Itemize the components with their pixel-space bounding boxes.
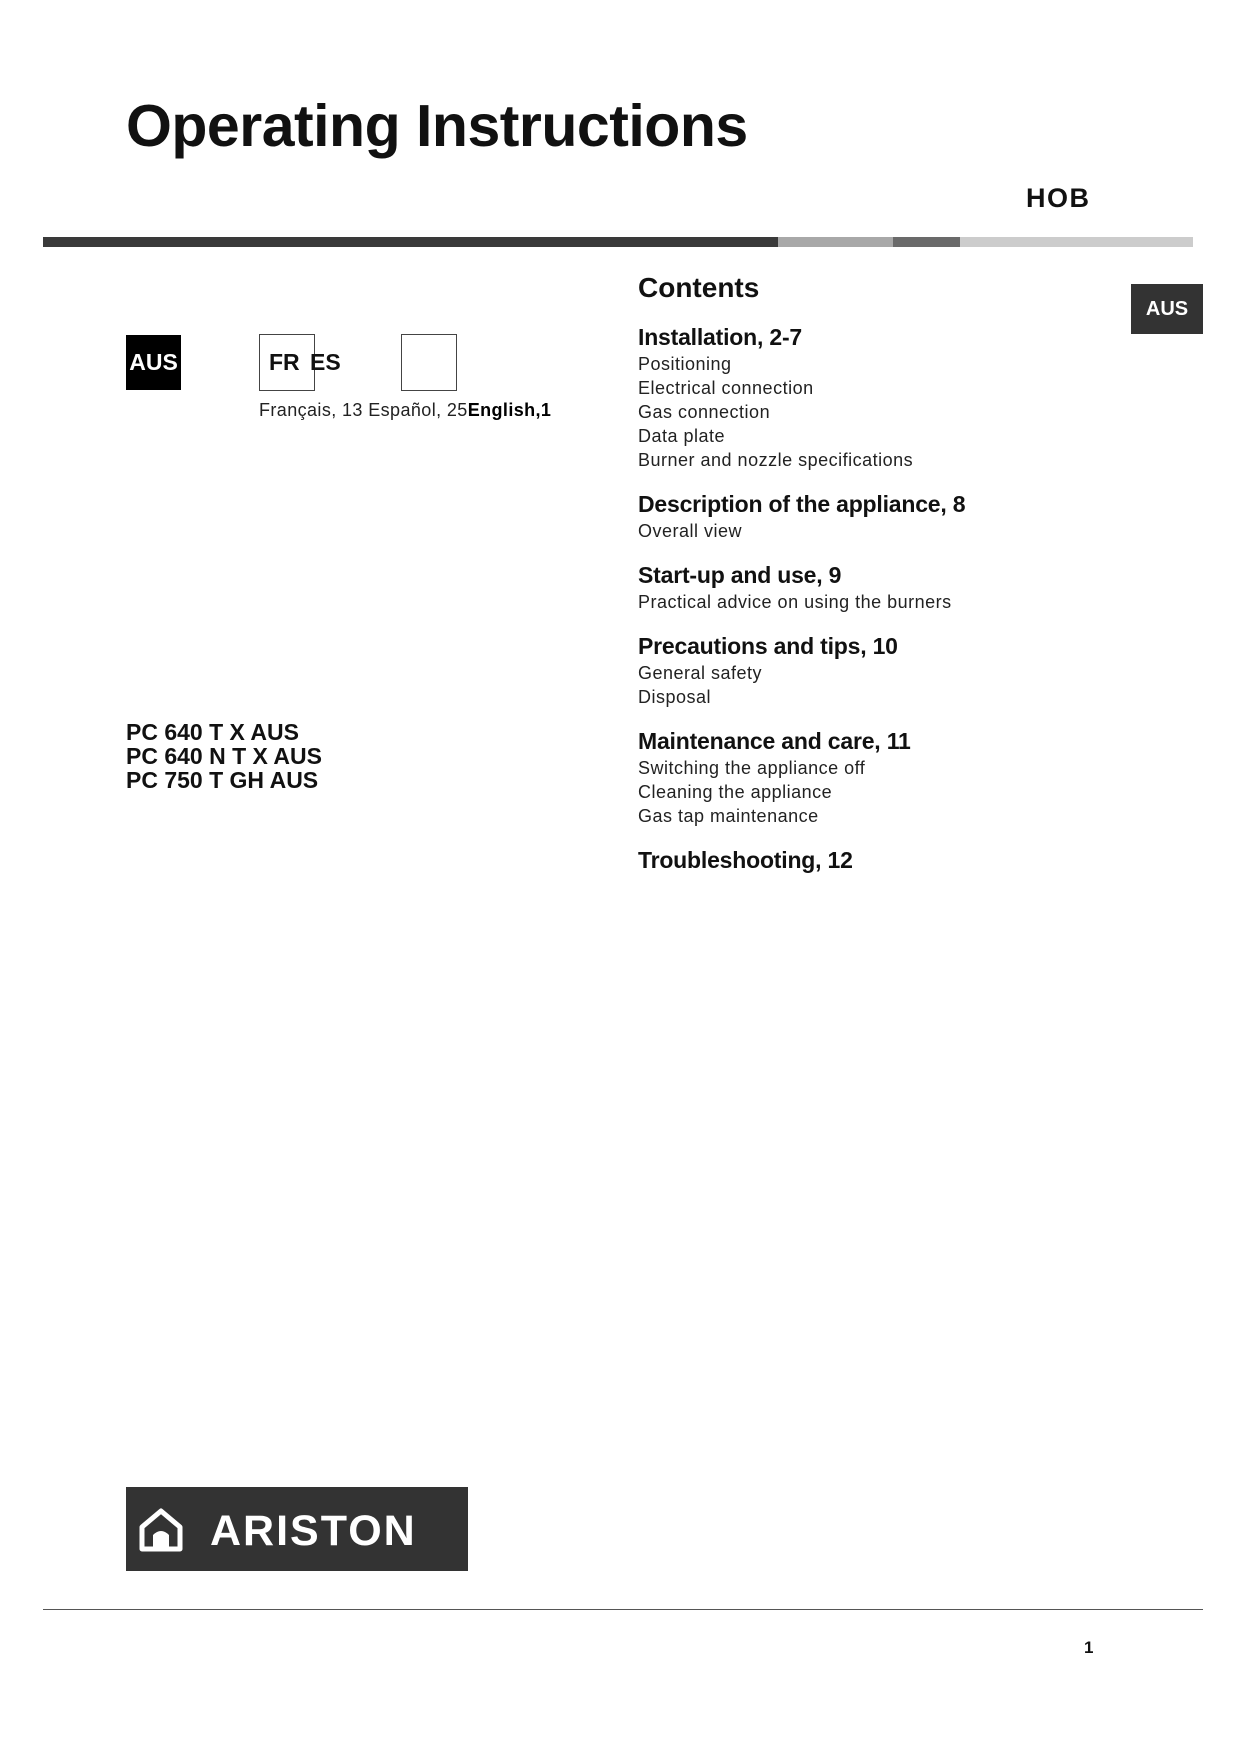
language-box xyxy=(401,334,457,391)
ariston-logo xyxy=(126,1487,468,1571)
toc-section-description xyxy=(638,489,1118,543)
footer-divider xyxy=(43,1609,1203,1610)
model-name: PC 640 N T X AUS xyxy=(126,743,322,769)
toc-item: Cleaning the appliance xyxy=(638,782,833,802)
contents-heading: Contents xyxy=(638,272,760,303)
house-icon xyxy=(138,1507,184,1553)
toc-item: Overall view xyxy=(638,521,743,541)
product-type: HOB xyxy=(1026,183,1091,213)
toc-item: Gas connection xyxy=(638,402,771,422)
toc-item: Data plate xyxy=(638,426,726,446)
header-bar-accent xyxy=(893,237,960,247)
model-name: PC 640 T X AUS xyxy=(126,719,299,745)
toc-section-title: Start-up and use, 9 xyxy=(638,562,842,588)
toc-section-title: Installation, 2-7 xyxy=(638,324,803,350)
toc-section-title: Troubleshooting, 12 xyxy=(638,847,853,873)
header-bar-mid xyxy=(778,237,893,247)
toc-section-title: Maintenance and care, 11 xyxy=(638,728,911,754)
toc-section-title: Description of the appliance, 8 xyxy=(638,491,966,517)
toc-section-installation xyxy=(638,322,1118,472)
toc-item: Disposal xyxy=(638,687,712,707)
side-tab-aus: AUS xyxy=(1131,284,1203,334)
toc-section-maintenance xyxy=(638,726,1118,828)
toc-section-startup xyxy=(638,560,1118,614)
toc-item: Electrical connection xyxy=(638,378,814,398)
toc-section-troubleshooting xyxy=(638,845,1118,875)
toc-item: Gas tap maintenance xyxy=(638,806,819,826)
language-current: AUS xyxy=(126,335,181,390)
language-index-current: English,1 xyxy=(467,400,552,420)
toc-section-title: Precautions and tips, 10 xyxy=(638,633,898,659)
model-name: PC 750 T GH AUS xyxy=(126,767,319,793)
header-bar-light xyxy=(960,237,1193,247)
toc-item: Positioning xyxy=(638,354,732,374)
page-title: Operating Instructions xyxy=(126,93,748,159)
toc-item: General safety xyxy=(638,663,763,683)
language-codes: FR ES xyxy=(269,349,341,375)
language-index xyxy=(259,400,551,421)
language-index-prefix: Français, 13 Español, 25 xyxy=(259,400,468,420)
header-bar-dark xyxy=(43,237,778,247)
toc-item: Practical advice on using the burners xyxy=(638,592,952,612)
table-of-contents xyxy=(638,322,1118,892)
toc-item: Switching the appliance off xyxy=(638,758,866,778)
toc-section-precautions xyxy=(638,631,1118,709)
model-list xyxy=(126,720,322,792)
brand-name: ARISTON xyxy=(210,1507,417,1555)
page-number: 1 xyxy=(1084,1638,1094,1657)
toc-item: Burner and nozzle specifications xyxy=(638,450,914,470)
